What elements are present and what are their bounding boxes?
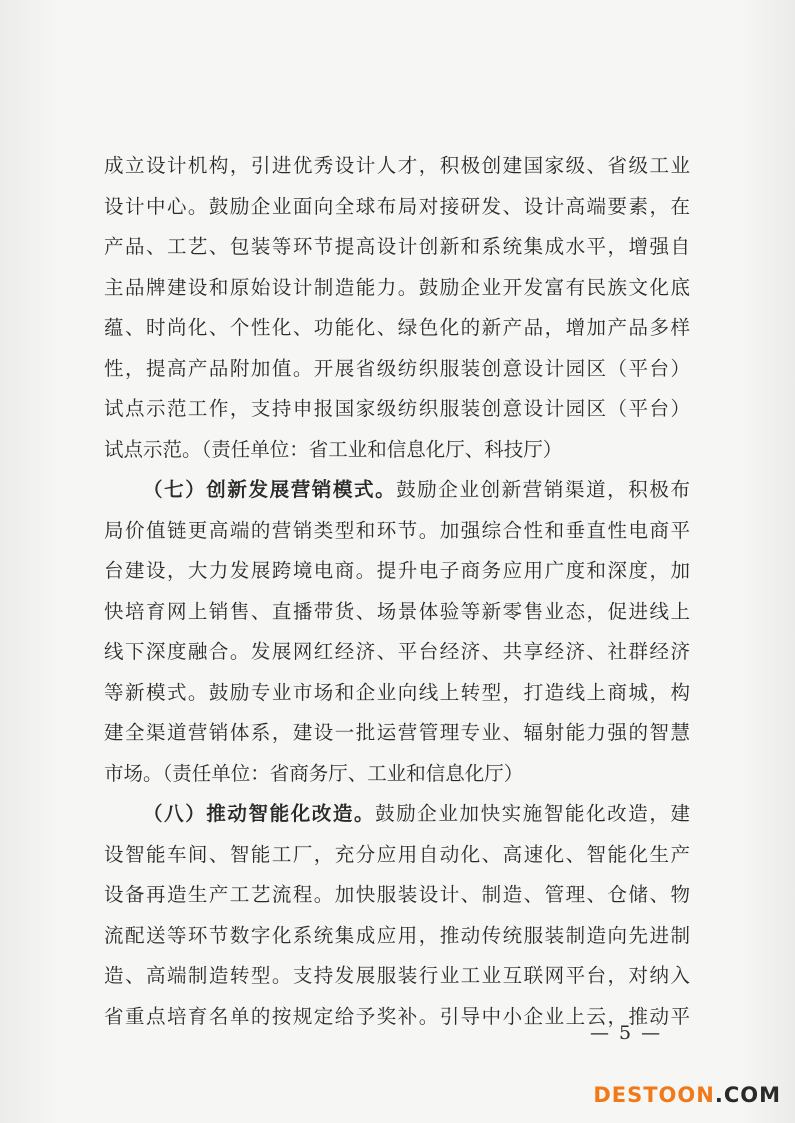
text-line: 省重点培育名单的按规定给予奖补。引导中小企业上云，推动平 bbox=[104, 1004, 690, 1028]
text-span: 鼓励企业创新营销渠道，积极布 bbox=[396, 478, 690, 501]
text-line: 设计中心。鼓励企业面向全球布局对接研发、设计高端要素，在 bbox=[104, 194, 690, 218]
text-line: 快培育网上销售、直播带货、场景体验等新零售业态，促进线上 bbox=[104, 599, 690, 623]
paragraph-first-line bbox=[104, 470, 690, 511]
text-line: 设智能车间、智能工厂，充分应用自动化、高速化、智能化生产 bbox=[104, 842, 690, 866]
watermark-main: DESTOON bbox=[593, 1083, 715, 1107]
section-heading: （八）推动智能化改造。 bbox=[143, 802, 376, 825]
paragraph-first-line bbox=[104, 794, 690, 835]
text-line: 市场。（责任单位：省商务厅、工业和信息化厅） bbox=[104, 761, 524, 785]
text-line: 试点示范工作，支持申报国家级纺织服装创意设计园区（平台） bbox=[104, 397, 690, 420]
text-line: 设备再造生产工艺流程。加快服装设计、制造、管理、仓储、物 bbox=[104, 883, 690, 906]
watermark-dot: . bbox=[714, 1083, 724, 1107]
text-line: 产品、工艺、包装等环节提高设计创新和系统集成水平，增强自 bbox=[104, 235, 690, 258]
text-line: 试点示范。（责任单位：省工业和信息化厅、科技厅） bbox=[104, 437, 563, 461]
text-span: 鼓励企业加快实施智能化改造，建 bbox=[375, 802, 690, 825]
text-line: 性，提高产品附加值。开展省级纺织服装创意设计园区（平台） bbox=[104, 356, 690, 380]
text-line: 蕴、时尚化、个性化、功能化、绿色化的新产品，增加产品多样 bbox=[104, 316, 690, 339]
text-line: 造、高端制造转型。支持发展服装行业工业互联网平台，对纳入 bbox=[104, 964, 690, 987]
text-line: 等新模式。鼓励专业市场和企业向线上转型，打造线上商城，构 bbox=[104, 680, 690, 704]
text-line: 流配送等环节数字化系统集成应用，推动传统服装制造向先进制 bbox=[104, 923, 690, 947]
watermark-tld: COM bbox=[723, 1083, 781, 1107]
section-heading: （七）创新发展营销模式。 bbox=[143, 478, 397, 501]
text-line: 线下深度融合。发展网红经济、平台经济、共享经济、社群经济 bbox=[104, 640, 690, 663]
watermark-logo bbox=[593, 1083, 781, 1107]
page-number: — 5 — bbox=[590, 1022, 663, 1044]
text-line: 主品牌建设和原始设计制造能力。鼓励企业开发富有民族文化底 bbox=[104, 275, 690, 299]
text-line: 建全渠道营销体系，建设一批运营管理专业、辐射能力强的智慧 bbox=[104, 721, 690, 744]
text-line: 成立设计机构，引进优秀设计人才，积极创建国家级、省级工业 bbox=[104, 154, 690, 177]
text-line: 局价值链更高端的营销类型和环节。加强综合性和垂直性电商平 bbox=[104, 518, 690, 542]
text-line: 台建设，大力发展跨境电商。提升电子商务应用广度和深度，加 bbox=[104, 559, 690, 582]
body-text bbox=[104, 146, 690, 1037]
